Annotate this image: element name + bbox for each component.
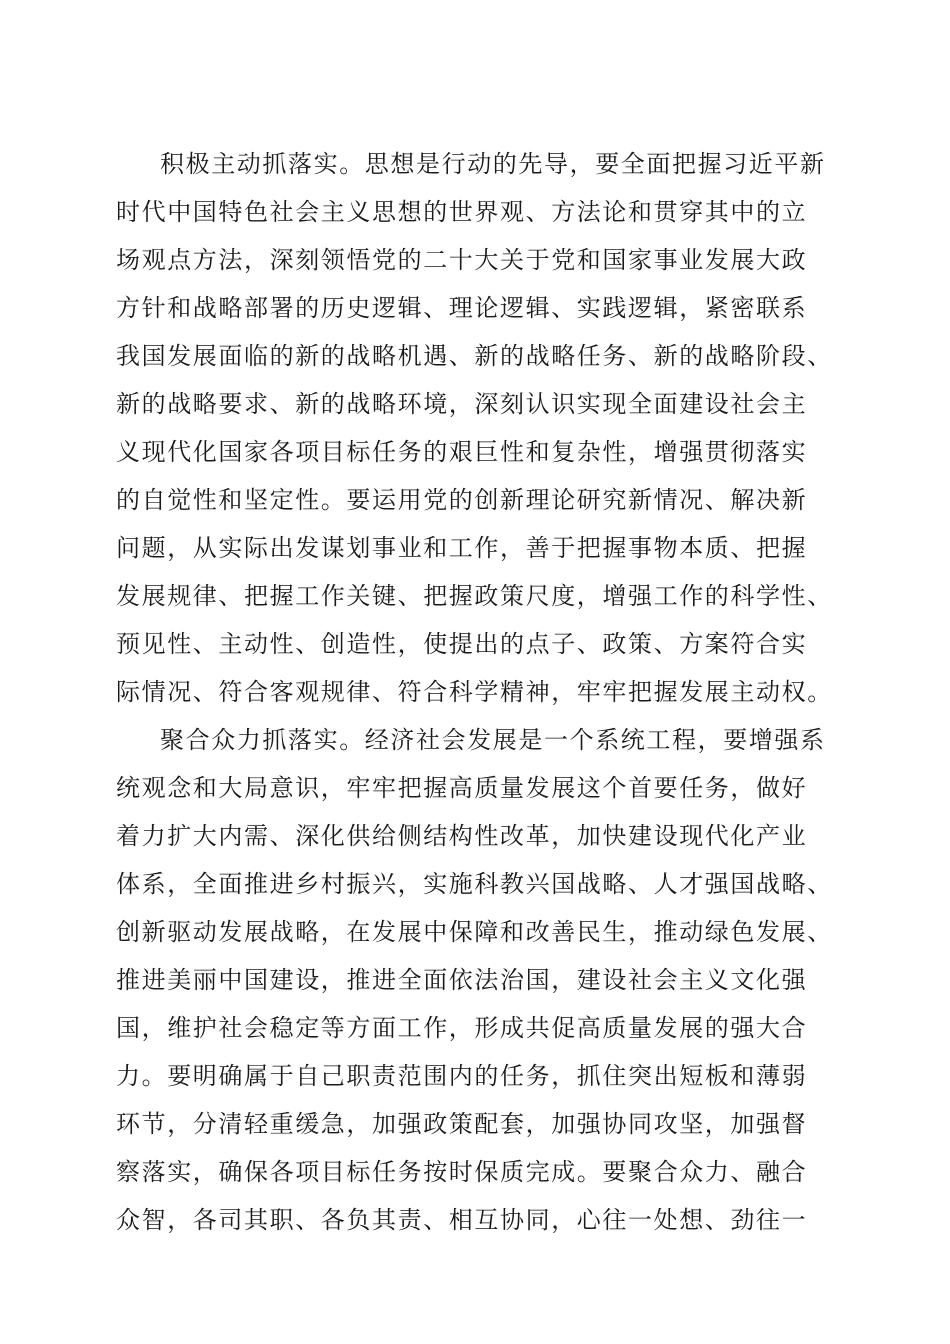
- text-line: 体系，全面推进乡村振兴，实施科教兴国战略、人才强国战略、: [116, 870, 833, 898]
- text-line: 方针和战略部署的历史逻辑、理论逻辑、实践逻辑，紧密联系: [116, 294, 808, 322]
- paragraph-collective-effort: [116, 716, 846, 1244]
- text-line: 聚合众力抓落实。经济社会发展是一个系统工程，要增强系: [160, 726, 826, 754]
- text-line: 察落实，确保各项目标任务按时保质完成。要聚合众力、融合: [116, 1158, 808, 1186]
- text-line: 创新驱动发展战略，在发展中保障和改善民生，推动绿色发展、: [116, 918, 833, 946]
- document-body: [116, 140, 846, 1244]
- text-line: 国，维护社会稳定等方面工作，形成共促高质量发展的强大合: [116, 1014, 808, 1042]
- text-line: 义现代化国家各项目标任务的艰巨性和复杂性，增强贯彻落实: [116, 438, 808, 466]
- text-line: 的自觉性和坚定性。要运用党的创新理论研究新情况、解决新: [116, 486, 808, 514]
- text-line: 着力扩大内需、深化供给侧结构性改革，加快建设现代化产业: [116, 822, 808, 850]
- paragraph-implementation-initiative: [116, 140, 846, 716]
- text-line: 众智，各司其职、各负其责、相互协同，心往一处想、劲往一: [116, 1206, 808, 1234]
- text-line: 我国发展面临的新的战略机遇、新的战略任务、新的战略阶段、: [116, 342, 833, 370]
- text-line: 力。要明确属于自己职责范围内的任务，抓住突出短板和薄弱: [116, 1062, 808, 1090]
- text-line: 问题，从实际出发谋划事业和工作，善于把握事物本质、把握: [116, 534, 808, 562]
- text-line: 预见性、主动性、创造性，使提出的点子、政策、方案符合实: [116, 630, 808, 658]
- text-line: 发展规律、把握工作关键、把握政策尺度，增强工作的科学性、: [116, 582, 833, 610]
- text-line: 积极主动抓落实。思想是行动的先导，要全面把握习近平新: [160, 150, 826, 178]
- text-line: 新的战略要求、新的战略环境，深刻认识实现全面建设社会主: [116, 390, 808, 418]
- text-line: 统观念和大局意识，牢牢把握高质量发展这个首要任务，做好: [116, 774, 808, 802]
- text-line: 推进美丽中国建设，推进全面依法治国，建设社会主义文化强: [116, 966, 808, 994]
- text-line: 场观点方法，深刻领悟党的二十大关于党和国家事业发展大政: [116, 246, 808, 274]
- text-line: 环节，分清轻重缓急，加强政策配套，加强协同攻坚，加强督: [116, 1110, 808, 1138]
- text-line: 时代中国特色社会主义思想的世界观、方法论和贯穿其中的立: [116, 198, 808, 226]
- text-line: 际情况、符合客观规律、符合科学精神，牢牢把握发展主动权。: [116, 678, 833, 706]
